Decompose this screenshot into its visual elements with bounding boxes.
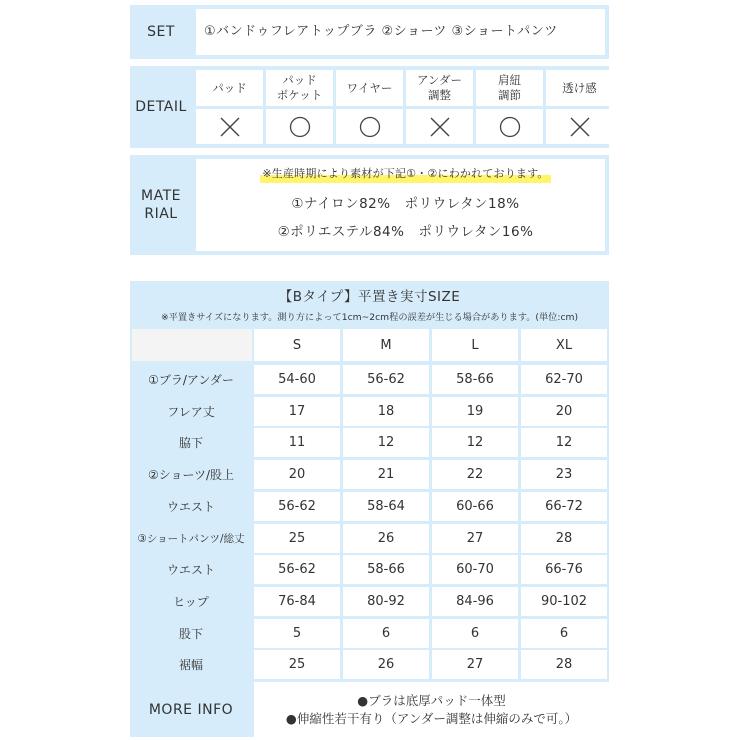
size-row-label: ウエスト [166,563,215,578]
more-info-line-1: ●ブラは底厚パッド一体型 [357,692,506,708]
size-cell: 26 [343,650,429,679]
size-cell: 12 [432,428,518,457]
size-cell: 84-96 [432,587,518,616]
detail-header: ワイヤー [336,70,403,106]
detail-header: 透け感 [546,70,613,106]
material-section [130,155,609,255]
size-cell: 66-72 [521,492,607,521]
size-cell: 27 [432,650,518,679]
size-cell: 25 [254,650,340,679]
size-cell: 22 [432,460,518,489]
size-table-title: 【Bタイプ】平置き実寸SIZE [278,289,461,305]
set-value: ①バンドゥフレアトップブラ ②ショーツ ③ショートパンツ [196,9,605,55]
size-row-label: フレア丈 [167,404,215,419]
detail-header: パッド ポケット [266,70,333,106]
size-cell: 66-76 [521,555,607,584]
material-line-2: ②ポリエステル84% ポリウレタン16% [277,224,534,240]
size-row-label: ヒップ [173,594,209,609]
size-cell: 60-70 [432,555,518,584]
size-cell: 56-62 [254,492,340,521]
size-cell: 12 [521,428,607,457]
size-cell: 56-62 [254,555,340,584]
material-line-1: ①ナイロン82% ポリウレタン18% [291,196,520,212]
circle-mark-icon [266,109,333,144]
size-cell: 17 [254,397,340,426]
size-cell: 6 [343,619,429,648]
set-label: SET [147,24,175,40]
size-row-label: ②ショーツ/股上 [147,468,235,483]
size-cell: 12 [343,428,429,457]
size-cell: 18 [343,397,429,426]
size-cell: 56-62 [343,365,429,394]
size-cell: 27 [432,524,518,553]
size-column-header: L [432,329,518,361]
detail-header: アンダー 調整 [406,70,473,106]
size-row-label: 脇下 [178,436,203,451]
detail-section [130,66,609,148]
size-cell: 54-60 [254,365,340,394]
size-row-label: 股下 [178,626,203,641]
size-cell: 62-70 [521,365,607,394]
size-table-note: ※平置きサイズになります。測り方によって1cm~2cm程の誤差が生じる場合があります。(単位:cm) [160,312,579,323]
size-table [130,281,609,737]
material-label: MATE RIAL [141,188,181,222]
detail-header: 肩紐 調節 [476,70,543,106]
size-cell: 80-92 [343,587,429,616]
size-cell: 25 [254,524,340,553]
size-cell: 6 [521,619,607,648]
size-cell: 28 [521,524,607,553]
size-cell: 76-84 [254,587,340,616]
size-cell: 21 [343,460,429,489]
material-note: ※生産時期により素材が下記①・②にわかれております。 [260,165,550,183]
set-section [130,5,609,59]
cross-mark-icon [406,109,473,144]
size-cell: 5 [254,619,340,648]
size-column-header: XL [521,329,607,361]
size-cell: 58-66 [343,555,429,584]
more-info-line-2: ●伸縮性若干有り（アンダー調整は伸縮のみで可。） [285,710,578,726]
size-row-label: ウエスト [166,499,215,514]
size-cell: 6 [432,619,518,648]
size-row-label: ③ショートパンツ/総丈 [137,532,245,545]
size-column-header: S [254,329,340,361]
size-column-header: M [343,329,429,361]
cross-mark-icon [546,109,613,144]
circle-mark-icon [476,109,543,144]
size-cell: 58-66 [432,365,518,394]
cross-mark-icon [196,109,263,144]
size-cell: 20 [254,460,340,489]
size-cell: 90-102 [521,587,607,616]
size-cell: 11 [254,428,340,457]
size-cell: 58-64 [343,492,429,521]
size-cell: 19 [432,397,518,426]
material-value [196,159,605,251]
size-row-label: 裾幅 [178,658,203,673]
circle-mark-icon [336,109,403,144]
more-info-label: MORE INFO [148,701,234,718]
size-cell: 60-66 [432,492,518,521]
size-cell: 26 [343,524,429,553]
size-table-corner [132,329,252,361]
size-cell: 23 [521,460,607,489]
more-info-value [254,682,609,737]
detail-label: DETAIL [135,99,187,115]
size-cell: 28 [521,650,607,679]
size-cell: 20 [521,397,607,426]
detail-header: パッド [196,70,263,106]
size-row-label: ①ブラ/アンダー [148,373,234,387]
